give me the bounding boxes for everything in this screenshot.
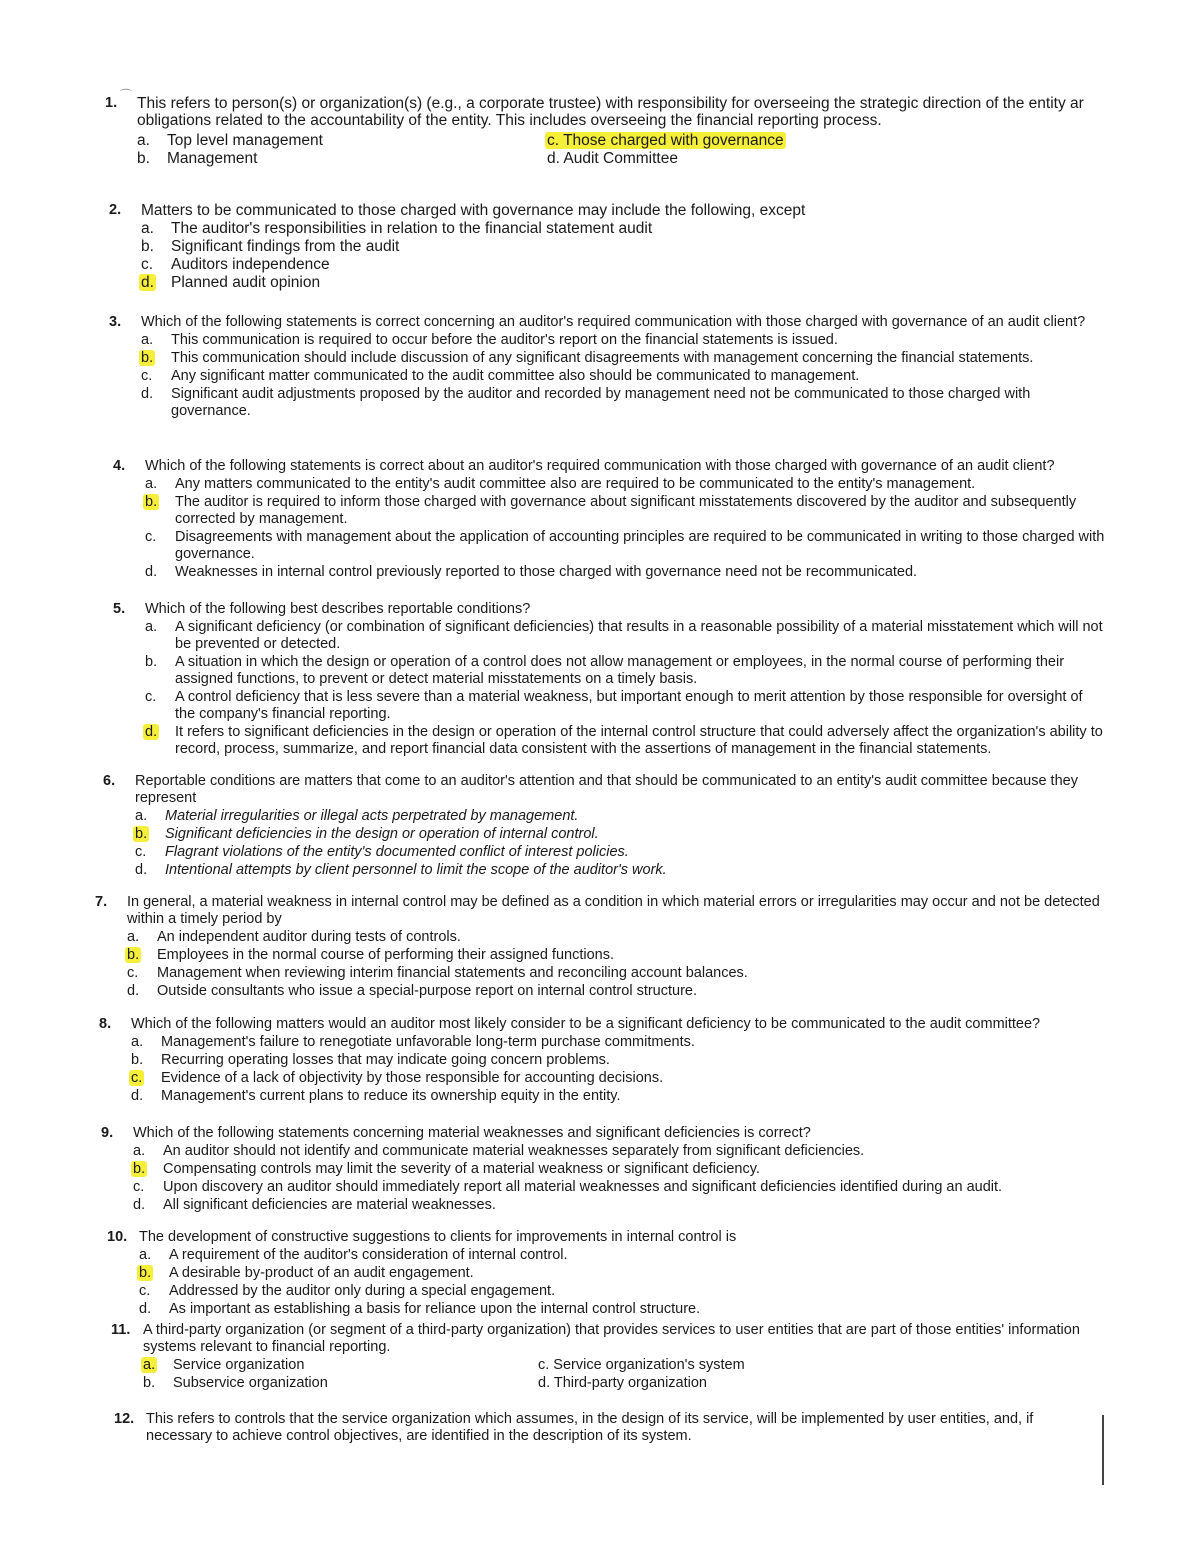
option-c: c. A control deficiency that is less severe than a material weakness, but important enough to merit attention by those responsible for oversight of the company's financial reporting. — [145, 689, 1083, 722]
question-stem: Which of the following best describes reportable conditions? — [145, 601, 531, 617]
option-d: d. Management's current plans to reduce its ownership equity in the entity. — [131, 1088, 621, 1104]
question-5 — [113, 601, 1105, 758]
option-a: a. Any matters communicated to the entity's audit committee also are required to be communicated to the entity's management. — [145, 476, 976, 492]
question-number: 9. — [101, 1125, 114, 1141]
option-b: b. Compensating controls may limit the severity of a material weakness or significant deficiency. — [133, 1161, 760, 1177]
question-stem: A third-party organization (or segment of a third-party organization) that provides services to user entities that are part of those entities' information systems relevant to financial reporting. — [143, 1322, 1080, 1355]
option-d: d. All significant deficiencies are material weaknesses. — [133, 1197, 496, 1213]
question-12 — [114, 1411, 1096, 1445]
question-number: 4. — [113, 458, 126, 474]
option-d: d. Significant audit adjustments proposed by the auditor and recorded by management need not be communicated to those charged with governance. — [141, 386, 1031, 419]
option-c: c. Those charged with governance — [547, 132, 784, 149]
question-4 — [113, 458, 1105, 581]
question-number: 3. — [109, 314, 122, 330]
option-d: d. Planned audit opinion — [141, 274, 321, 291]
option-a: a. This communication is required to occur before the auditor's report on the financial statements is issued. — [141, 332, 838, 348]
option-c: c. Management when reviewing interim financial statements and reconciling account balances. — [127, 965, 748, 981]
question-number: 11. — [111, 1322, 131, 1338]
option-a: a. Management's failure to renegotiate unfavorable long-term purchase commitments. — [131, 1034, 695, 1050]
option-d: d. Weaknesses in internal control previously reported to those charged with governance need not be recommunicated. — [145, 564, 918, 580]
option-d: d. Audit Committee — [547, 150, 678, 167]
question-number: 8. — [99, 1016, 112, 1032]
question-stem: Which of the following matters would an auditor most likely consider to be a significant deficiency to be communicated to the audit committee? — [131, 1016, 1041, 1032]
option-b: b. Significant findings from the audit — [141, 238, 400, 255]
scan-edge-line — [1102, 1415, 1104, 1485]
option-c: c. Auditors independence — [141, 256, 330, 273]
question-number: 2. — [109, 202, 122, 218]
question-stem: The development of constructive suggestions to clients for improvements in internal control is — [139, 1229, 737, 1245]
question-stem: Which of the following statements is correct about an auditor's required communication with those charged with governance of an audit client? — [145, 458, 1055, 474]
question-stem: Which of the following statements is correct concerning an auditor's required communication with those charged with governance of an audit client? — [141, 314, 1086, 330]
question-stem: This refers to person(s) or organization(s) (e.g., a corporate trustee) with responsibility for overseeing the strategic direction of the entity ar obligations related to the accountability of the entity. This includes overseeing the financial reporting process. — [137, 95, 1084, 129]
option-b: b. Significant deficiencies in the design or operation of internal control. — [135, 826, 599, 842]
option-a: a. The auditor's responsibilities in relation to the financial statement audit — [141, 220, 653, 237]
option-a: a. A requirement of the auditor's consideration of internal control. — [139, 1247, 568, 1263]
option-a: a. Service organization — [143, 1357, 305, 1373]
option-b: b. Employees in the normal course of performing their assigned functions. — [127, 947, 614, 963]
question-stem: In general, a material weakness in internal control may be defined as a condition in which material errors or irregularities may occur and not be detected within a timely period by — [127, 894, 1100, 927]
question-6 — [103, 773, 1105, 879]
question-number: 1. — [105, 95, 118, 111]
question-number: 5. — [113, 601, 126, 617]
option-a: a. A significant deficiency (or combination of significant deficiencies) that results in a reasonable possibility of a material misstatement which will not be prevented or detected. — [145, 619, 1103, 652]
option-d: d. Intentional attempts by client personnel to limit the scope of the auditor's work. — [135, 862, 667, 878]
option-a: a. Top level management — [137, 132, 323, 149]
option-a: a. Material irregularities or illegal acts perpetrated by management. — [135, 808, 579, 824]
option-a: a. An auditor should not identify and communicate material weaknesses separately from significant deficiencies. — [133, 1143, 865, 1159]
question-number: 7. — [95, 894, 108, 910]
option-c: c. Flagrant violations of the entity's documented conflict of interest policies. — [135, 844, 629, 860]
option-c: c. Service organization's system — [538, 1357, 745, 1373]
option-b: b. A situation in which the design or operation of a control does not allow management or employees, in the normal course of performing their assigned functions, to prevent or detect material misstatements on a timely basis. — [145, 654, 1065, 687]
pen-mark: ⌒ — [120, 88, 133, 102]
question-number: 6. — [103, 773, 116, 789]
question-stem: Reportable conditions are matters that come to an auditor's attention and that should be communicated to an entity's audit committee because they represent — [135, 773, 1078, 806]
option-b: b. Recurring operating losses that may indicate going concern problems. — [131, 1052, 610, 1068]
question-2 — [109, 202, 1101, 291]
option-b: b. Subservice organization — [143, 1375, 328, 1391]
question-7 — [95, 894, 1105, 1000]
option-d: d. Outside consultants who issue a special-purpose report on internal control structure. — [127, 983, 698, 999]
question-9 — [101, 1125, 1105, 1214]
question-stem: Which of the following statements concerning material weaknesses and significant deficiencies is correct? — [133, 1125, 811, 1141]
option-b: b. This communication should include discussion of any significant disagreements with management concerning the financial statements. — [141, 350, 1034, 366]
question-stem: This refers to controls that the service organization which assumes, in the design of its service, will be implemented by user entities, and, if necessary to achieve control objectives, are identified in the description of its system. — [146, 1411, 1034, 1444]
option-c: c. Upon discovery an auditor should immediately report all material weaknesses and significant deficiencies identified during an audit. — [133, 1179, 1003, 1195]
option-d: d. Third-party organization — [538, 1375, 707, 1391]
question-number: 12. — [114, 1411, 135, 1427]
option-c: c. Any significant matter communicated to the audit committee also should be communicated to management. — [141, 368, 860, 384]
option-b: b. Management — [137, 150, 258, 167]
option-b: b. The auditor is required to inform those charged with governance about significant misstatements discovered by the auditor and subsequently corrected by management. — [145, 494, 1077, 527]
option-d: d. As important as establishing a basis for reliance upon the internal control structure. — [139, 1301, 701, 1317]
option-d: d. It refers to significant deficiencies in the design or operation of the internal control structure that could adversely affect the organization's ability to record, process, summarize, and report financial data consistent with the assertions of management in the financial statements. — [145, 724, 1103, 757]
option-c: c. Evidence of a lack of objectivity by those responsible for accounting decisions. — [131, 1070, 664, 1086]
option-c: c. Disagreements with management about the application of accounting principles are required to be communicated in writing to those charged with governance. — [145, 529, 1105, 562]
option-b: b. A desirable by-product of an audit engagement. — [139, 1265, 474, 1281]
question-stem: Matters to be communicated to those charged with governance may include the following, except — [141, 202, 806, 219]
question-number: 10. — [107, 1229, 128, 1245]
question-3 — [109, 314, 1111, 420]
option-a: a. An independent auditor during tests of controls. — [127, 929, 461, 945]
option-c: c. Addressed by the auditor only during a special engagement. — [139, 1283, 556, 1299]
question-11 — [111, 1322, 1099, 1392]
question-8 — [99, 1016, 1105, 1105]
question-10 — [107, 1229, 1099, 1318]
question-1 — [105, 95, 1117, 167]
